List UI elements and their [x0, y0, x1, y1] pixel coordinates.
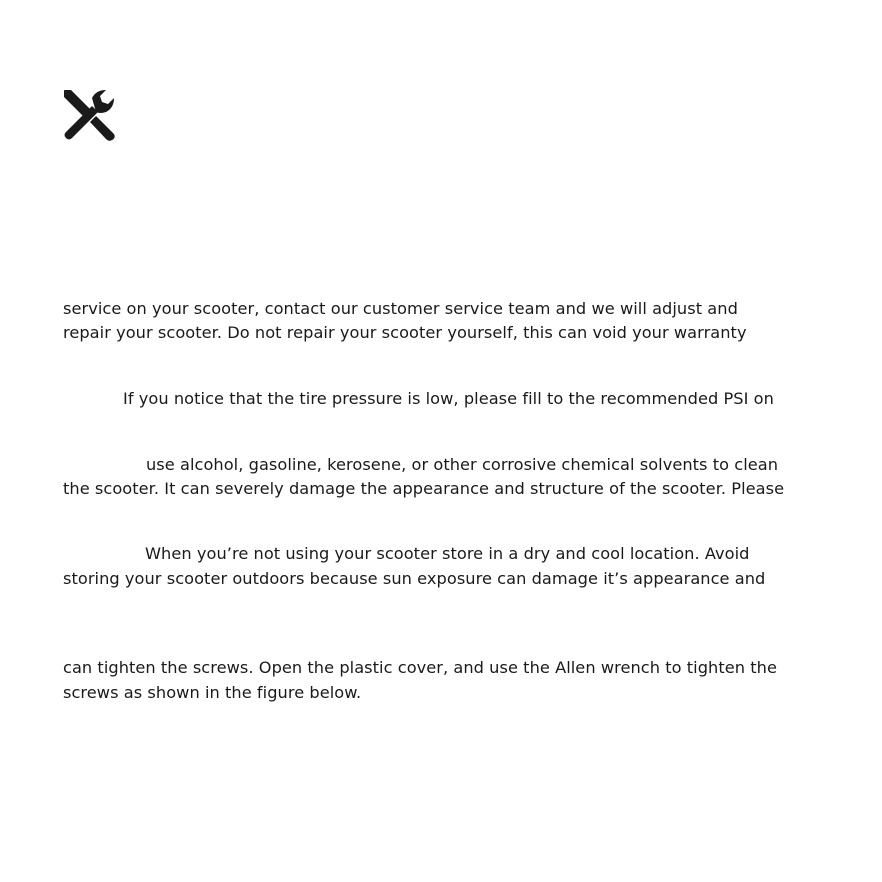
storage-line-2: storing your scooter outdoors because sun exposure can damage it’s appearance and	[63, 569, 766, 588]
storage-line-1: When you’re not using your scooter store in a dry and cool location. Avoid	[145, 544, 750, 563]
screws-line-1: can tighten the screws. Open the plastic cover, and use the Allen wrench to tighten the	[63, 658, 777, 677]
cleaning-line-1: use alcohol, gasoline, kerosene, or other corrosive chemical solvents to clean	[146, 455, 779, 474]
service-warranty-line-1: service on your scooter, contact our customer service team and we will adjust and	[63, 299, 738, 318]
screws-line-2: screws as shown in the figure below.	[63, 683, 362, 702]
cleaning-line-2: the scooter. It can severely damage the appearance and structure of the scooter. Please	[63, 479, 785, 498]
tools-icon	[62, 88, 116, 142]
tire-pressure-line-1: If you notice that the tire pressure is low, please fill to the recommended PSI on	[123, 389, 774, 408]
service-warranty-line-2: repair your scooter. Do not repair your scooter yourself, this can void your warranty	[63, 323, 747, 342]
